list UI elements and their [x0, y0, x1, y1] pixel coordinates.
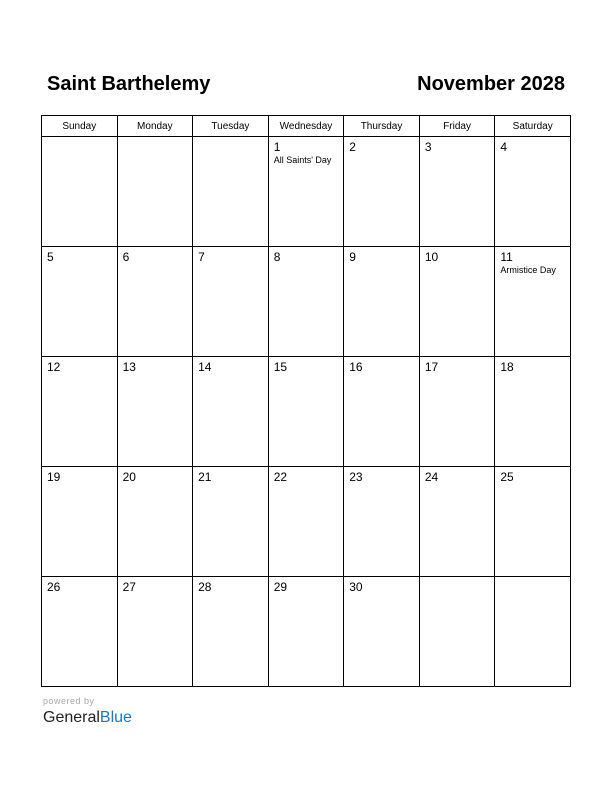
day-cell — [268, 137, 344, 247]
day-number: 23 — [349, 470, 363, 484]
day-cell — [117, 467, 193, 577]
day-cell — [495, 467, 571, 577]
day-cell — [193, 247, 269, 357]
calendar-grid — [41, 115, 571, 687]
day-cell — [344, 577, 420, 687]
weekday-saturday: Saturday — [495, 116, 571, 137]
week-row — [42, 137, 571, 247]
week-row — [42, 357, 571, 467]
day-number: 9 — [349, 250, 356, 264]
brand-blue: Blue — [99, 709, 132, 726]
day-number: 21 — [198, 470, 212, 484]
day-number: 5 — [47, 250, 54, 264]
powered-by-text: powered by — [43, 696, 95, 706]
day-number: 30 — [349, 580, 363, 594]
day-cell — [495, 247, 571, 357]
day-cell — [42, 467, 118, 577]
day-cell — [268, 467, 344, 577]
weekday-sunday: Sunday — [42, 116, 118, 137]
day-cell — [193, 357, 269, 467]
holiday-label: Armistice Day — [500, 265, 556, 275]
calendar-header — [47, 70, 565, 98]
day-cell — [344, 467, 420, 577]
day-number: 26 — [47, 580, 61, 594]
day-number: 22 — [273, 470, 288, 484]
day-cell — [495, 137, 571, 247]
day-number: 8 — [273, 250, 281, 264]
day-number: 14 — [198, 360, 212, 374]
day-cell — [344, 137, 420, 247]
day-number: 28 — [198, 580, 212, 594]
day-cell — [42, 577, 118, 687]
weekday-tuesday: Tuesday — [193, 116, 269, 137]
week-row — [42, 467, 571, 577]
country-title: Saint Barthelemy — [47, 72, 211, 95]
day-cell — [495, 577, 571, 687]
day-number: 15 — [273, 360, 288, 374]
day-cell — [268, 247, 344, 357]
day-number: 4 — [500, 140, 508, 154]
month-year-title: November 2028 — [417, 72, 565, 95]
day-number: 27 — [122, 580, 136, 594]
day-cell — [495, 357, 571, 467]
day-cell — [42, 357, 118, 467]
weekday-wednesday: Wednesday — [268, 116, 344, 137]
day-cell — [268, 357, 344, 467]
weekday-monday: Monday — [117, 116, 193, 137]
day-cell — [193, 467, 269, 577]
day-cell — [419, 137, 495, 247]
brand-logo[interactable] — [43, 708, 132, 728]
weekday-friday: Friday — [419, 116, 495, 137]
day-number: 20 — [122, 470, 136, 484]
holiday-label — [42, 141, 117, 143]
day-number: 25 — [500, 470, 514, 484]
day-number: 17 — [424, 360, 439, 374]
day-cell — [193, 137, 269, 247]
day-cell — [117, 357, 193, 467]
day-number: 3 — [424, 140, 432, 154]
day-number: 13 — [122, 360, 136, 374]
day-number: 24 — [424, 470, 439, 484]
weekday-header-row — [42, 116, 571, 137]
day-cell — [344, 247, 420, 357]
day-number: 10 — [424, 250, 439, 264]
day-cell — [42, 247, 118, 357]
footer-branding — [43, 696, 132, 728]
day-number: 11 — [500, 250, 513, 264]
day-number: 16 — [349, 360, 363, 374]
holiday-label — [193, 141, 268, 143]
day-number: 1 — [273, 140, 281, 154]
day-number: 2 — [349, 140, 356, 154]
day-number: 7 — [198, 250, 205, 264]
holiday-label — [118, 141, 193, 143]
weekday-thursday: Thursday — [344, 116, 420, 137]
day-number: 18 — [500, 360, 514, 374]
day-cell — [419, 577, 495, 687]
day-cell — [419, 357, 495, 467]
day-cell — [117, 137, 193, 247]
day-number: 19 — [47, 470, 61, 484]
day-cell — [117, 577, 193, 687]
day-cell — [419, 467, 495, 577]
day-number: 6 — [122, 250, 130, 264]
day-cell — [419, 247, 495, 357]
week-row — [42, 247, 571, 357]
day-cell — [193, 577, 269, 687]
holiday-label — [495, 581, 570, 583]
brand-general: General — [43, 709, 100, 726]
day-cell — [42, 137, 118, 247]
day-cell — [117, 247, 193, 357]
week-row — [42, 577, 571, 687]
calendar-body — [42, 137, 571, 687]
day-number: 29 — [273, 580, 288, 594]
day-cell — [268, 577, 344, 687]
day-number: 12 — [47, 360, 61, 374]
holiday-label — [420, 581, 495, 583]
holiday-label: All Saints' Day — [273, 155, 332, 165]
day-cell — [344, 357, 420, 467]
